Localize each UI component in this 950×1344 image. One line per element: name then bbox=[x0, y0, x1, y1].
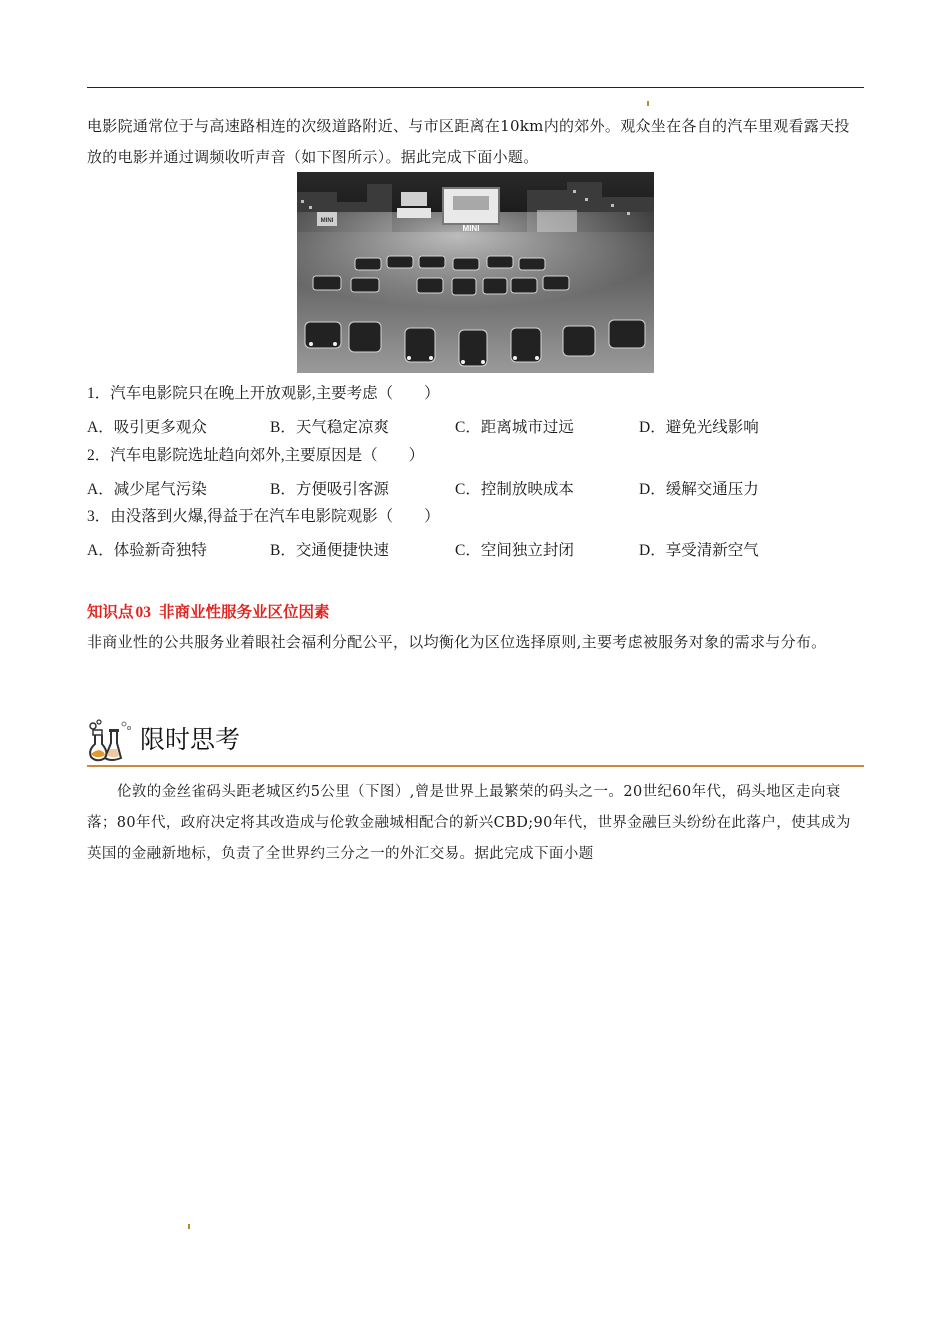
knowledge-point-number: 03 bbox=[135, 604, 152, 621]
header-rule bbox=[87, 87, 864, 88]
question-2-options bbox=[87, 477, 864, 499]
question-3-option-b[interactable]: B．交通便捷快速 bbox=[270, 542, 389, 559]
question-1-option-d[interactable]: D．避免光线影响 bbox=[639, 419, 759, 436]
section-title: 限时思考 bbox=[140, 725, 241, 754]
question-1-options bbox=[87, 415, 864, 437]
question-3-option-a[interactable]: A．体验新奇独特 bbox=[87, 542, 207, 559]
drive-in-cinema-photo bbox=[297, 172, 654, 373]
question-1-stem: 1．汽车电影院只在晚上开放观影,主要考虑（ ） bbox=[87, 385, 440, 402]
photo-screen-label: MINI bbox=[462, 224, 480, 233]
page-mark-bottom bbox=[188, 1224, 190, 1229]
photo-sign-label: MINI bbox=[320, 218, 334, 224]
section-header bbox=[87, 718, 864, 768]
knowledge-point-label: 知识点 bbox=[87, 604, 134, 621]
question-3-option-c[interactable]: C．空间独立封闭 bbox=[455, 542, 574, 559]
question-3-option-d[interactable]: D．享受清新空气 bbox=[639, 542, 759, 559]
lab-flask-icon bbox=[87, 718, 139, 764]
question-1-option-b[interactable]: B．天气稳定凉爽 bbox=[270, 419, 389, 436]
knowledge-point-title: 非商业性服务业区位因素 bbox=[159, 604, 330, 621]
question-1-option-a[interactable]: A．吸引更多观众 bbox=[87, 419, 207, 436]
drive-in-cinema-illustration bbox=[297, 172, 654, 373]
question-2-option-c[interactable]: C．控制放映成本 bbox=[455, 481, 574, 498]
section-rule bbox=[87, 765, 864, 767]
question-1-option-c[interactable]: C．距离城市过远 bbox=[455, 419, 574, 436]
question-3-stem: 3．由没落到火爆,得益于在汽车电影院观影（ ） bbox=[87, 508, 440, 525]
page-mark-top bbox=[647, 101, 649, 106]
question-2-option-b[interactable]: B．方便吸引客源 bbox=[270, 481, 389, 498]
knowledge-point-heading bbox=[87, 600, 330, 622]
question-2-option-a[interactable]: A．减少尾气污染 bbox=[87, 481, 207, 498]
intro-paragraph: 电影院通常位于与高速路相连的次级道路附近、与市区距离在10km内的郊外。观众坐在各自的汽车里观看露天投放的电影并通过调频收听声音（如下图所示）。据此完成下面小题。 bbox=[87, 117, 850, 166]
question-2-option-d[interactable]: D．缓解交通压力 bbox=[639, 481, 759, 498]
knowledge-point-paragraph: 非商业性的公共服务业着眼社会福利分配公平，以均衡化为区位选择原则,主要考虑被服务对象的需求与分布。 bbox=[87, 633, 827, 651]
question-2-stem: 2．汽车电影院选址趋向郊外,主要原因是（ ） bbox=[87, 447, 425, 464]
passage-paragraph: 伦敦的金丝雀码头距老城区约5公里（下图）,曾是世界上最繁荣的码头之一。20世纪60年代，码头地区走向衰落；80年代，政府决定将其改造成与伦敦金融城相配合的新兴CBD;90年代，世界金融巨头纷纷在此落户，使其成为英国的金融新地标，负责了全世界约三分之一的外汇交易。据此完成下面小题 bbox=[87, 784, 851, 862]
question-3-options bbox=[87, 538, 864, 560]
